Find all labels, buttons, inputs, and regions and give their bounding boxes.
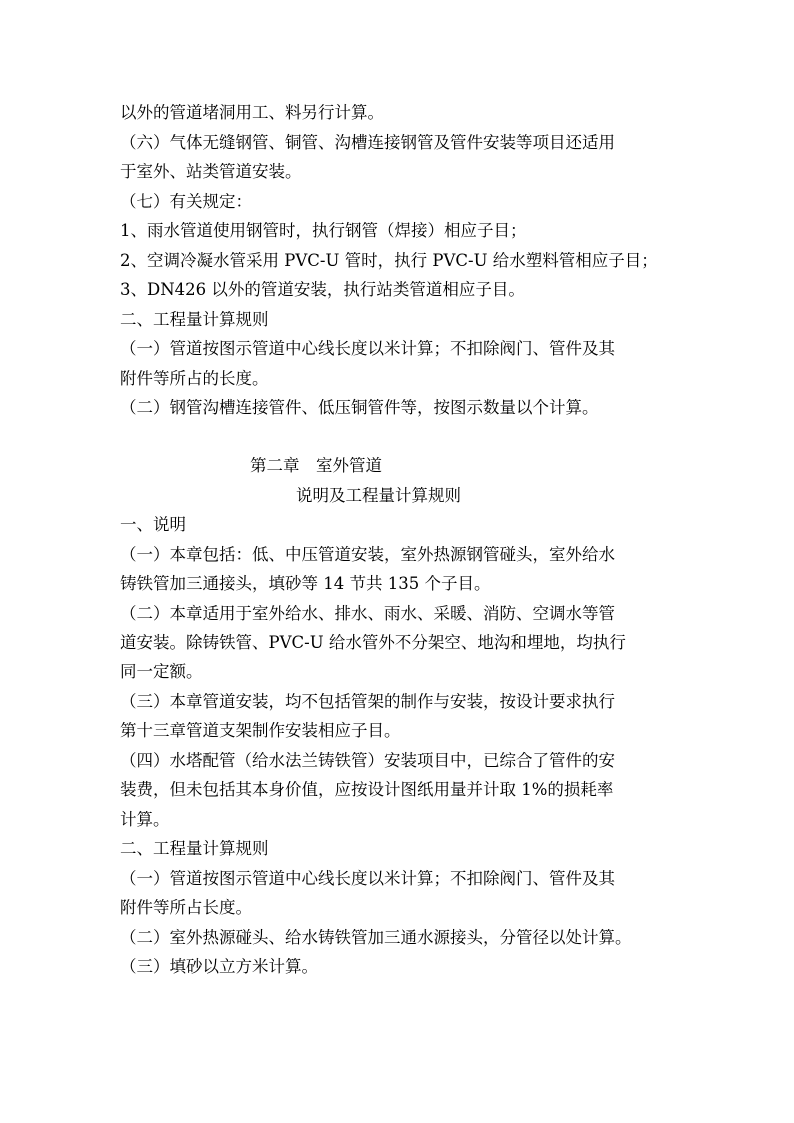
text-line: 附件等所占长度。 xyxy=(120,898,252,917)
text-line: 附件等所占的长度。 xyxy=(120,369,269,388)
section-heading: 二、工程量计算规则 xyxy=(120,310,269,329)
text-line: （二）室外热源碰头、给水铸铁管加三通水源接头，分管径以处计算。 xyxy=(120,928,632,947)
text-line: （一）本章包括：低、中压管道安装，室外热源钢管碰头，室外给水 xyxy=(120,545,615,564)
text-line: （三）填砂以立方米计算。 xyxy=(120,957,318,976)
text-line: 铸铁管加三通接头，填砂等 14 节共 135 个子目。 xyxy=(120,574,491,593)
chapter-title: 第二章 室外管道 xyxy=(250,456,382,475)
text-line: （三）本章管道安装，均不包括管架的制作与安装，按设计要求执行 xyxy=(120,692,615,711)
text-line: （二）本章适用于室外给水、排水、雨水、采暖、消防、空调水等管 xyxy=(120,604,615,623)
text-line: 同一定额。 xyxy=(120,662,203,681)
chapter-subtitle: 说明及工程量计算规则 xyxy=(296,486,461,505)
section-heading: 二、工程量计算规则 xyxy=(120,839,269,858)
text-line: 于室外、站类管道安装。 xyxy=(120,162,302,181)
text-line: （二）钢管沟槽连接管件、低压铜管件等，按图示数量以个计算。 xyxy=(120,398,599,417)
text-line: 3、DN426 以外的管道安装，执行站类管道相应子目。 xyxy=(120,280,525,299)
text-line: （六）气体无缝钢管、铜管、沟槽连接钢管及管件安装等项目还适用 xyxy=(120,133,615,152)
text-line: 计算。 xyxy=(120,810,170,829)
text-line: 1、雨水管道使用钢管时，执行钢管（焊接）相应子目； xyxy=(120,221,527,240)
text-line: 2、空调冷凝水管采用 PVC-U 管时，执行 PVC-U 给水塑料管相应子目； xyxy=(120,251,658,270)
text-line: （一）管道按图示管道中心线长度以米计算；不扣除阀门、管件及其 xyxy=(120,339,615,358)
text-line: 道安装。除铸铁管、PVC-U 给水管外不分架空、地沟和埋地，均执行 xyxy=(120,633,626,652)
text-line: 第十三章管道支架制作安装相应子目。 xyxy=(120,721,401,740)
text-line: （七）有关规定： xyxy=(120,192,252,211)
text-line: （四）水塔配管（给水法兰铸铁管）安装项目中，已综合了管件的安 xyxy=(120,751,615,770)
text-line: （一）管道按图示管道中心线长度以米计算；不扣除阀门、管件及其 xyxy=(120,869,615,888)
text-line: 以外的管道堵洞用工、料另行计算。 xyxy=(120,103,384,122)
text-line: 装费，但未包括其本身价值，应按设计图纸用量并计取 1%的损耗率 xyxy=(120,780,614,799)
section-heading: 一、说明 xyxy=(120,515,186,534)
